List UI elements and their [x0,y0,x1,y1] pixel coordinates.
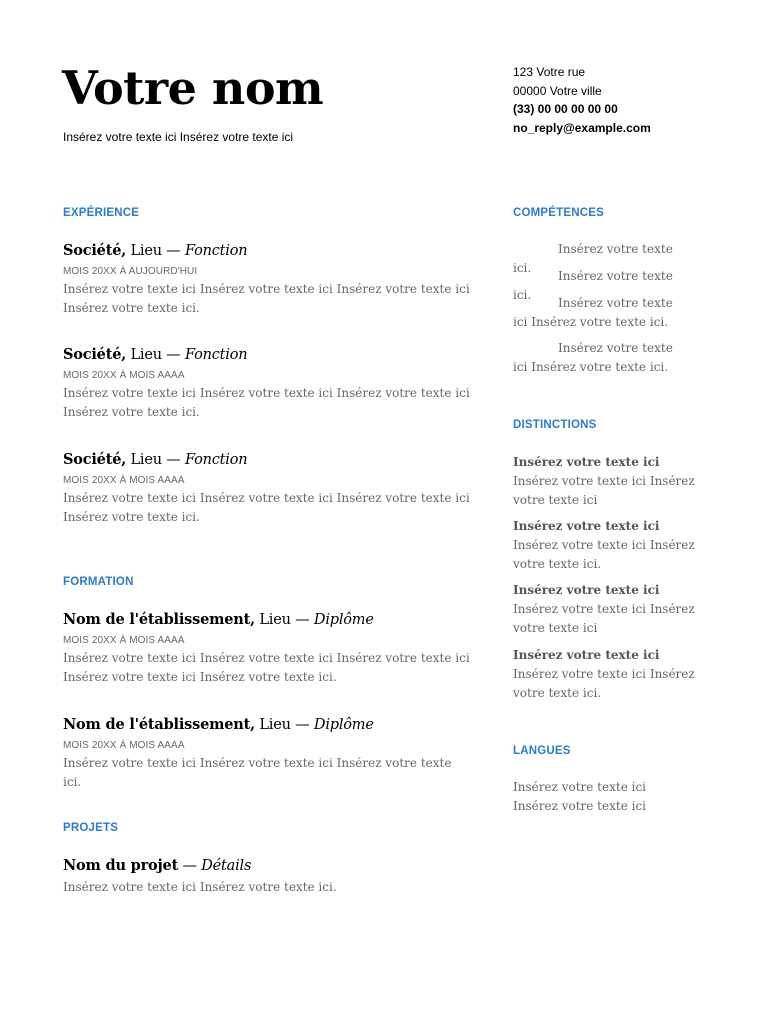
skill-item: Insérez votre texte ici Insérez votre texte ici. [513,296,673,329]
award-lead: Insérez votre texte ici [513,519,660,533]
award-item [513,581,698,638]
award-text: Insérez votre texte ici Insérez votre texte ici [513,602,695,635]
experience-entry [63,451,473,527]
skill-item: Insérez votre texte ici. [513,269,673,302]
entry-title [63,716,473,733]
award-text: Insérez votre texte ici Insérez votre texte ici [513,474,695,507]
entry-description: Insérez votre texte ici Insérez votre texte ici Insérez votre texte ici Insérez votre texte ici Insérez votre texte ici. [63,651,470,684]
entry-place: Lieu — [254,717,314,733]
resume-name: Votre nom [62,61,324,115]
entry-org: Nom du projet [63,857,179,874]
skill-item: Insérez votre texte ici. [513,242,673,275]
entry-role: Fonction [185,243,248,259]
skill-item: Insérez votre texte ici Insérez votre texte ici. [513,341,673,374]
entry-place: Lieu — [254,612,314,628]
entry-org: Nom de l'établissement, [63,716,255,733]
award-lead: Insérez votre texte ici [513,583,660,597]
entry-title [63,242,473,259]
section-heading-skills: COMPÉTENCES [513,207,605,219]
entry-description: Insérez votre texte ici Insérez votre texte ici Insérez votre texte ici Insérez votre texte ici. [63,282,470,315]
entry-date: MOIS 20XX À MOIS AAAA [63,370,185,381]
award-item [513,646,698,703]
contact-city: 00000 Votre ville [513,83,602,98]
tagline: Insérez votre texte ici Insérez votre texte ici [63,130,294,144]
entry-description: Insérez votre texte ici Insérez votre texte ici Insérez votre texte ici Insérez votre texte ici. [63,491,470,524]
entry-role: Diplôme [313,717,374,733]
award-text: Insérez votre texte ici Insérez votre texte ici. [513,538,695,571]
entry-date: MOIS 20XX À MOIS AAAA [63,635,185,646]
entry-org: Nom de l'établissement, [63,611,255,628]
entry-date: MOIS 20XX À AUJOURD'HUI [63,266,198,277]
entry-role: Diplôme [313,612,374,628]
project-entry [63,857,473,897]
section-heading-education: FORMATION [63,576,134,588]
experience-entry [63,242,473,318]
section-heading-projects: PROJETS [63,822,119,834]
section-heading-languages: LANGUES [513,745,571,757]
entry-place: Lieu — [126,452,185,468]
entry-title [63,857,473,874]
entry-description: Insérez votre texte ici Insérez votre texte ici Insérez votre texte ici. [63,756,452,789]
entry-title [63,346,473,363]
entry-description: Insérez votre texte ici Insérez votre texte ici Insérez votre texte ici Insérez votre texte ici. [63,386,470,419]
award-text: Insérez votre texte ici Insérez votre texte ici. [513,667,695,700]
entry-title [63,611,473,628]
entry-org: Société, [63,346,127,363]
contact-block [513,63,651,137]
award-item [513,517,698,574]
entry-role: Fonction [185,452,248,468]
entry-role: Fonction [185,347,248,363]
entry-place: Lieu — [126,347,185,363]
entry-place: — [178,858,202,874]
experience-entry [63,346,473,422]
languages-text: Insérez votre texte ici Insérez votre texte ici [513,780,647,813]
contact-email: no_reply@example.com [513,120,651,135]
entry-date: MOIS 20XX À MOIS AAAA [63,740,185,751]
award-item [513,453,698,510]
entry-description: Insérez votre texte ici Insérez votre texte ici. [63,880,337,894]
award-lead: Insérez votre texte ici [513,455,660,469]
entry-title [63,451,473,468]
entry-org: Société, [63,451,127,468]
entry-date: MOIS 20XX À MOIS AAAA [63,475,185,486]
section-heading-awards: DISTINCTIONS [513,419,597,431]
award-lead: Insérez votre texte ici [513,648,660,662]
contact-street: 123 Votre rue [513,65,586,79]
entry-place: Lieu — [126,243,185,259]
contact-phone: (33) 00 00 00 00 00 [513,102,618,116]
entry-org: Société, [63,242,127,259]
education-entry [63,716,473,792]
entry-role: Détails [201,858,252,874]
education-entry [63,611,473,687]
section-heading-experience: EXPÉRIENCE [63,207,140,219]
